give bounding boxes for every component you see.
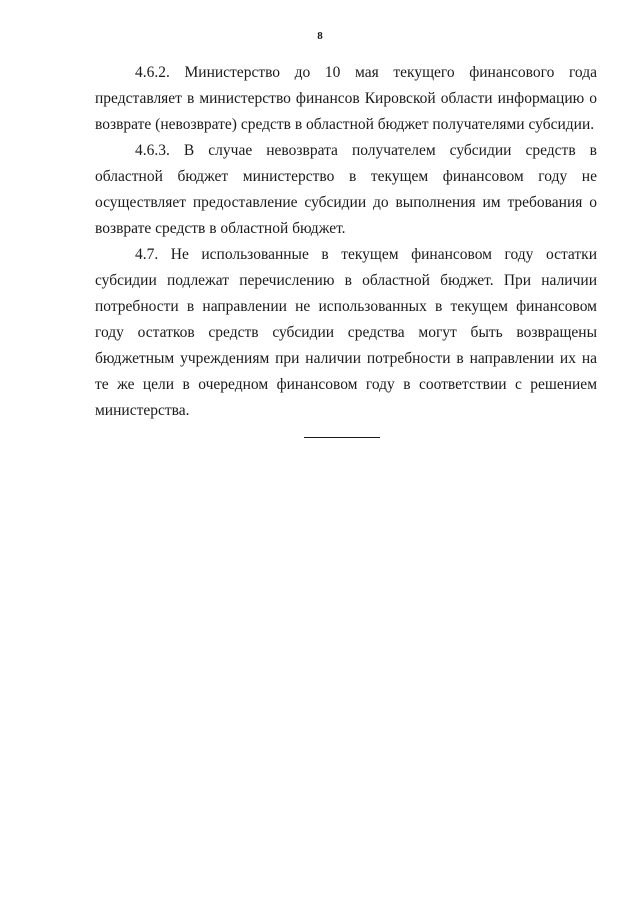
paragraph-4-6-2: 4.6.2. Министерство до 10 мая текущего финансового года представляет в министерство финансов Кировской области информацию о возврате (невозврате) средств в областной бюджет получателями субсидии. <box>95 64 597 133</box>
document-body <box>95 60 597 424</box>
paragraph-4-7: 4.7. Не использованные в текущем финансовом году остатки субсидии подлежат перечислению в областной бюджет. При наличии потребности в направлении не использованных в текущем финансовом году остатков средств субсидии средства могут быть возвращены бюджетным учреждениям при наличии потребности в направлении их на те же цели в очередном финансовом году в соответствии с решением министерства. <box>95 246 597 419</box>
paragraph-4-6-3: 4.6.3. В случае невозврата получателем субсидии средств в областной бюджет министерство в текущем финансовом году не осуществляет предоставление субсидии до выполнения им требования о возврате средств в областной бюджет. <box>95 142 597 237</box>
end-divider <box>304 437 380 438</box>
page-number: 8 <box>317 30 323 42</box>
